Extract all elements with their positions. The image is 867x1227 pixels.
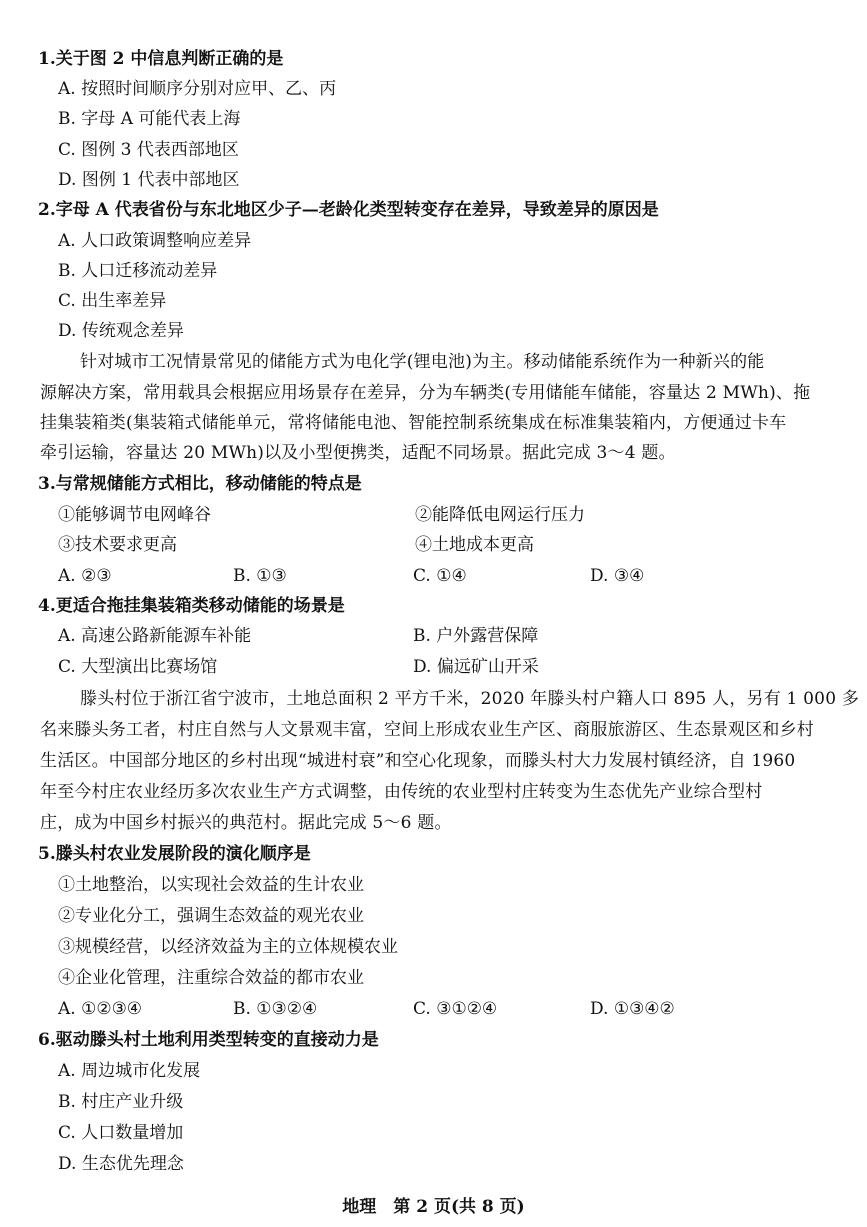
question-3-option-c: C. ①④: [413, 566, 467, 586]
question-2-option-c: C. 出生率差异: [58, 291, 167, 311]
question-5-stem: 5.滕头村农业发展阶段的演化顺序是: [38, 844, 311, 864]
passage-1-line-4: 牵引运输，容量达 20 MWh)以及小型便携类，适配不同场景。据此完成 3～4 题。: [40, 443, 676, 463]
question-6-option-a: A. 周边城市化发展: [58, 1061, 201, 1081]
question-5-statement-1: ①土地整治，以实现社会效益的生计农业: [58, 875, 364, 895]
question-1-option-c: C. 图例 3 代表西部地区: [58, 140, 239, 160]
question-5-statement-2: ②专业化分工，强调生态效益的观光农业: [58, 906, 364, 926]
question-4-option-c: C. 大型演出比赛场馆: [58, 657, 218, 677]
question-4-option-a: A. 高速公路新能源车补能: [58, 626, 252, 646]
question-4-options-row-1: [0, 623, 867, 649]
question-4-option-d: D. 偏远矿山开采: [413, 657, 539, 677]
page-footer: 地理 第 2 页(共 8 页): [342, 1197, 525, 1217]
question-6-option-d: D. 生态优先理念: [58, 1154, 184, 1174]
question-3-statement-2: ②能降低电网运行压力: [415, 505, 585, 525]
question-2-stem: 2.字母 A 代表省份与东北地区少子—老龄化类型转变存在差异，导致差异的原因是: [38, 200, 659, 220]
question-3-option-a: A. ②③: [58, 566, 112, 586]
question-1-option-d: D. 图例 1 代表中部地区: [58, 170, 240, 190]
passage-2-line-3: 生活区。中国部分地区的乡村出现“城进村衰”和空心化现象，而滕头村大力发展村镇经济，自 1960: [40, 751, 796, 771]
question-2-option-a: A. 人口政策调整响应差异: [58, 231, 252, 251]
question-1-stem: 1.关于图 2 中信息判断正确的是: [38, 49, 284, 69]
question-1-option-b: B. 字母 A 可能代表上海: [58, 109, 241, 129]
question-2-option-d: D. 传统观念差异: [58, 321, 184, 341]
question-3-option-d: D. ③④: [590, 566, 645, 586]
question-5-option-c: C. ③①②④: [413, 999, 498, 1019]
question-5-option-a: A. ①②③④: [58, 999, 143, 1019]
question-5-option-d: D. ①③④②: [590, 999, 675, 1019]
question-5-statement-4: ④企业化管理，注重综合效益的都市农业: [58, 968, 364, 988]
question-5-options: [0, 996, 867, 1022]
passage-2-line-5: 庄，成为中国乡村振兴的典范村。据此完成 5～6 题。: [40, 813, 452, 833]
passage-2-line-1: 滕头村位于浙江省宁波市，土地总面积 2 平方千米，2020 年滕头村户籍人口 895 人，另有 1 000 多: [80, 689, 860, 709]
question-2-option-b: B. 人口迁移流动差异: [58, 261, 218, 281]
question-4-stem: 4.更适合拖挂集装箱类移动储能的场景是: [38, 596, 345, 616]
question-3-statements-row-2: [0, 532, 867, 558]
question-4-option-b: B. 户外露营保障: [413, 626, 539, 646]
question-3-statement-3: ③技术要求更高: [58, 535, 177, 555]
question-3-option-b: B. ①③: [233, 566, 287, 586]
question-1-option-a: A. 按照时间顺序分别对应甲、乙、丙: [58, 79, 337, 99]
question-3-options: [0, 563, 867, 589]
question-5-statement-3: ③规模经营，以经济效益为主的立体规模农业: [58, 937, 398, 957]
question-3-statement-1: ①能够调节电网峰谷: [58, 505, 211, 525]
passage-2-line-4: 年至今村庄农业经历多次农业生产方式调整，由传统的农业型村庄转变为生态优先产业综合型村: [40, 782, 763, 802]
question-6-option-c: C. 人口数量增加: [58, 1123, 184, 1143]
question-4-options-row-2: [0, 654, 867, 680]
passage-2-line-2: 名来滕头务工者，村庄自然与人文景观丰富，空间上形成农业生产区、商服旅游区、生态景观区和乡村: [40, 720, 814, 740]
question-6-option-b: B. 村庄产业升级: [58, 1092, 184, 1112]
passage-1-line-3: 挂集装箱类(集装箱式储能单元，常将储能电池、智能控制系统集成在标准集装箱内，方便通过卡车: [40, 413, 787, 433]
question-5-option-b: B. ①③②④: [233, 999, 318, 1019]
passage-1-line-1: 针对城市工况情景常见的储能方式为电化学(锂电池)为主。移动储能系统作为一种新兴的能: [80, 352, 765, 372]
question-3-statements-row-1: [0, 502, 867, 528]
question-6-stem: 6.驱动滕头村土地利用类型转变的直接动力是: [38, 1030, 379, 1050]
question-3-stem: 3.与常规储能方式相比，移动储能的特点是: [38, 474, 362, 494]
passage-1-line-2: 源解决方案，常用载具会根据应用场景存在差异，分为车辆类(专用储能车储能，容量达 2 MWh)、拖: [40, 383, 811, 403]
question-3-statement-4: ④土地成本更高: [415, 535, 534, 555]
